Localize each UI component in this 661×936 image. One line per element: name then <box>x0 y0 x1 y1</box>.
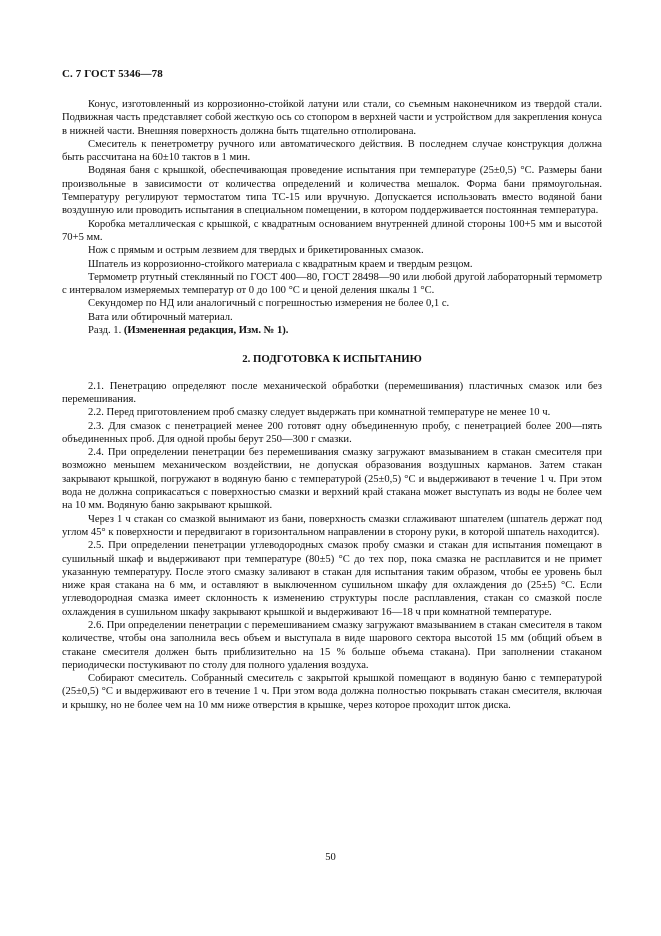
paragraph-cotton: Вата или обтирочный материал. <box>88 311 233 323</box>
paragraph-knife: Нож с прямым и острым лезвием для твердых и брикетированных смазок. <box>88 245 424 257</box>
paragraph-stopwatch: Секундомер по НД или аналогичный с погрешностью измерения не более 0,1 с. <box>88 298 450 310</box>
amendment-prefix: Разд. 1. <box>88 325 124 337</box>
paragraph-metal-box: Коробка металлическая с крышкой, с квадратным основанием внутренней длиной стороны 100+5 мм и высотой 70+5 мм. <box>62 218 602 243</box>
paragraph-amendment-note <box>62 324 602 337</box>
section-heading: 2. ПОДГОТОВКА К ИСПЫТАНИЮ <box>242 353 422 366</box>
document-body <box>62 98 602 712</box>
paragraph-water-bath: Водяная баня с крышкой, обеспечивающая проведение испытания при температуре (25±0,5) °С. Размеры бани произвольные в зависимости от количества определений и количества мешалок. Форма бани прямоугольная. Температуру регулируют термостатом типа ТС-15 или вручную. Допускается использовать вместо водяной бани воздушную или проводить испытания в специальном помещении, в котором поддерживается постоянная температура. <box>62 165 602 217</box>
clause-2-3: 2.3. Для смазок с пенетрацией менее 200 готовят одну объединенную пробу, с пенетрацией более 200—пять объединенных проб. Для одной пробы берут 250—300 г смазки. <box>62 420 602 445</box>
page-number: 50 <box>325 852 336 863</box>
page-header: С. 7 ГОСТ 5346—78 <box>62 68 163 80</box>
paragraph-thermometer: Термометр ртутный стеклянный по ГОСТ 400—80, ГОСТ 28498—90 или любой другой лабораторный термометр с интервалом измеряемых температур от 0 до 100 °С и ценой деления шкалы 1 °С. <box>62 271 602 297</box>
clause-2-4: 2.4. При определении пенетрации без перемешивания смазку загружают вмазыванием в стакан смесителя при возможно меньшем механическом воздействии, не допуская образования воздушных карманов. Затем стакан закрывают крышкой, погружают в водяную баню с температурой (25±0,5) °С и выдерживают в течение 1 ч. При этом вода не должна соприкасаться с поверхностью смазки и верхний край стакана может выступать из воды не более чем на 10 мм. Водяную баню закрывают крышкой. <box>62 447 602 512</box>
clause-2-6: 2.6. При определении пенетрации с перемешиванием смазку загружают вмазыванием в стакан смесителя в таком количестве, чтобы она заполнила весь объем и выступала в виде шарового сектора высотой 15 мм (общий объем в стакане смесителя должен быть приблизительно на 15 % больше объема стакана). При заполнении стаканом периодически постукивают по столу для полного удаления воздуха. <box>62 619 602 671</box>
clause-2-6-continued: Собирают смеситель. Собранный смеситель с закрытой крышкой помещают в водяную баню с температурой (25±0,5) °С и выдерживают его в течение 1 ч. При этом вода должна полностью покрывать стакан смесителя, включая и крышку, но не более чем на 10 мм ниже отверстия в крышке, через которое проходит шток диска. <box>62 673 602 711</box>
clause-2-1: 2.1. Пенетрацию определяют после механической обработки (перемешивания) пластичных смазок или без перемешивания. <box>62 380 602 405</box>
clause-2-5: 2.5. При определении пенетрации углеводородных смазок пробу смазки и стакан для испытания помещают в сушильный шкаф и выдерживают при температуре (80±5) °С до тех пор, пока смазка не расплавится и не примет указанную температуру. После этого смазку заливают в стакан для испытания таким образом, чтобы ее уровень был ниже края стакана на 6 мм, и оставляют в выключенном сушильном шкафу для охлаждения до (25±5) °С. Если углеводородная смазка имеет склонность к изменению структуры после расплавления, стакан со смазкой после охлаждения в сушильном шкафу закрывают крышкой и выдерживают 16—18 ч при комнатной температуре. <box>62 540 602 618</box>
amendment-bold: (Измененная редакция, Изм. № 1). <box>123 325 289 337</box>
paragraph-mixer: Смеситель к пенетрометру ручного или автоматического действия. В последнем случае конструкция должна быть рассчитана на 60±10 тактов в 1 мин. <box>62 138 602 164</box>
clause-2-2: 2.2. Перед приготовлением проб смазку следует выдержать при комнатной температуре не менее 10 ч. <box>88 407 551 419</box>
clause-2-4-continued: Через 1 ч стакан со смазкой вынимают из бани, поверхность смазки сглаживают шпателем (шпатель держат под углом 45° к поверхности и передвигают в горизонтальном направлении в сторону руки, в которой шпатель находится). <box>62 513 602 538</box>
paragraph-spatula: Шпатель из коррозионно-стойкого материала с квадратным краем и твердым резцом. <box>88 258 473 270</box>
paragraph-cone: Конус, изготовленный из коррозионно-стойкой латуни или стали, со съемным наконечником из твердой стали. Подвижная часть представляет собой жесткую ось со стопором в верхней части и устройством для закрепления конуса в нижней части. Внешняя поверхность должна быть тщательно отполирована. <box>62 99 602 137</box>
